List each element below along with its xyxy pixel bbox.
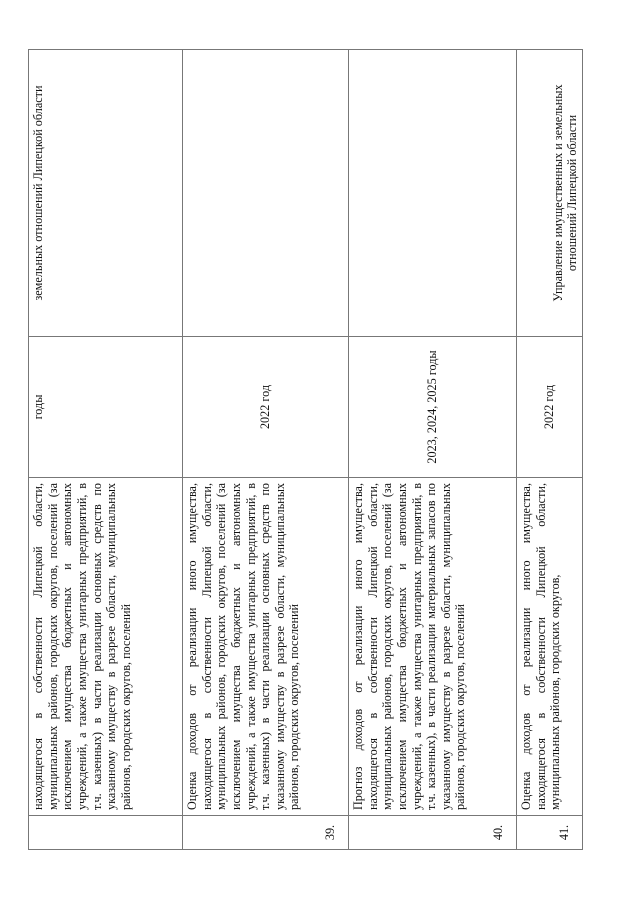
table-row (517, 50, 583, 850)
row-period: годы (29, 337, 183, 478)
rotated-table-frame (28, 50, 582, 850)
row-period: 2023, 2024, 2025 годы (349, 337, 517, 478)
row-description: Оценка доходов от реализации иного имущества, находящегося в собственности Липецкой области, муниципальных районов, городских округов, (517, 478, 583, 816)
row-number: 39. (183, 816, 349, 850)
row-responsible: Управление имущественных и земельных отношений Липецкой области (517, 50, 583, 337)
table-row (349, 50, 517, 850)
row-responsible: земельных отношений Липецкой области (29, 50, 183, 337)
row-description: Оценка доходов от реализации иного имущества, находящегося в собственности Липецкой области, муниципальных районов, городских округов, поселений (за исключением имущества бюджетных и автономных учреждений, а также имущества унитарных предприятий, в т.ч. казенных) в части реализации основных средств по указанному имуществу в разрезе области, муниципальных районов, городских округов, поселений (183, 478, 349, 816)
row-number (29, 816, 183, 850)
row-number: 41. (517, 816, 583, 850)
row-period: 2022 год (183, 337, 349, 478)
row-description: находящегося в собственности Липецкой области, муниципальных районов, городских округов, поселений (за исключением имущества бюджетных и автономных учреждений, а также имущества унитарных предприятий, в т.ч. казенных) в части реализации основных средств по указанному имуществу в разрезе области, муниципальных районов, городских округов, поселений (29, 478, 183, 816)
row-number: 40. (349, 816, 517, 850)
row-description: Прогноз доходов от реализации иного имущества, находящегося в собственности Липецкой области, муниципальных районов, городских округов, поселений (за исключением имущества бюджетных и автономных учреждений, а также имущества унитарных предприятий, в т.ч. казенных), в части реализации материальных запасов по указанному имуществу в разрезе области, муниципальных районов, городских округов, поселений (349, 478, 517, 816)
table-row (183, 50, 349, 850)
row-responsible (349, 50, 517, 337)
table-row (29, 50, 183, 850)
row-period: 2022 год (517, 337, 583, 478)
plan-table (28, 49, 583, 850)
row-responsible (183, 50, 349, 337)
